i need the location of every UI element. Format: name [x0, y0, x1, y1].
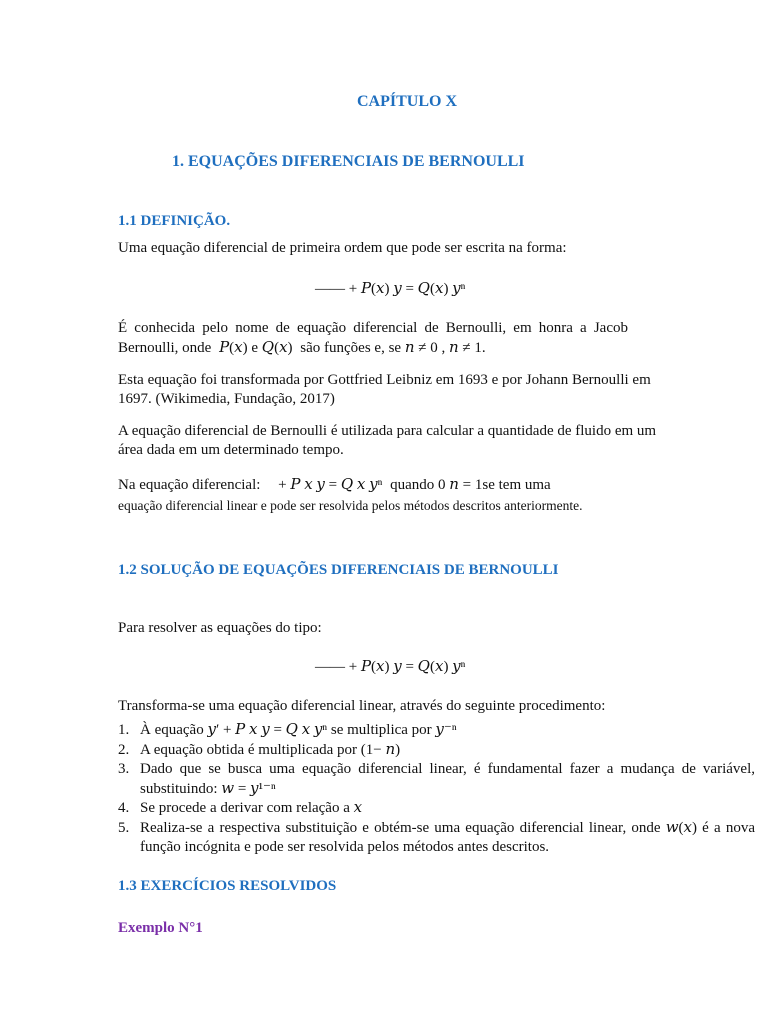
procedure-step	[118, 741, 755, 761]
step-text: A equação obtida é multiplicada por (1− 𝑛)	[140, 741, 401, 758]
linear-case-when: quando	[390, 477, 435, 493]
procedure-step	[118, 799, 755, 819]
usage-line1: A equação diferencial de Bernoulli é utilizada para calcular a quantidade de fluido em um	[118, 423, 657, 439]
procedure-steps	[118, 721, 755, 858]
linear-case-line2: equação diferencial linear e pode ser resolvida pelos métodos descritos anteriormente.	[118, 498, 583, 513]
step-number: 1.	[118, 722, 130, 738]
heading-exercises: 1.3 EXERCÍCIOS RESOLVIDOS	[118, 878, 337, 894]
step-number: 4.	[118, 800, 130, 816]
procedure-step	[118, 721, 755, 741]
step-text: Se procede a derivar com relação a 𝑥	[140, 800, 363, 816]
step-number: 3.	[118, 761, 130, 777]
linear-case-condition: 0 𝑛 = 1se tem uma	[438, 477, 551, 493]
step-text: Dado que se busca uma equação diferencial linear, é fundamental fazer a mudança de variável, substituindo: 𝑤 = 𝑦¹⁻ⁿ	[140, 761, 755, 797]
linear-case-label: Na equação diferencial:	[118, 477, 261, 493]
linear-case-line1	[118, 475, 551, 495]
procedure-step	[118, 819, 755, 858]
history-line1: Esta equação foi transformada por Gottfried Leibniz em 1693 e por Johann Bernoulli em	[118, 372, 651, 388]
chapter-title: CAPÍTULO X	[357, 93, 458, 110]
heading-solution: 1.2 SOLUÇÃO DE EQUAÇÕES DIFERENCIAIS DE BERNOULLI	[118, 562, 559, 578]
heading-definition: 1.1 DEFINIÇÃO.	[118, 213, 231, 229]
linear-case-equation: + 𝑃 𝑥 𝑦 = 𝑄 𝑥 𝑦ⁿ	[278, 477, 383, 493]
definition-paragraph-line2	[118, 338, 486, 358]
bernoulli-equation-repeat: —— + 𝑃(𝑥) 𝑦 = 𝑄(𝑥) 𝑦ⁿ	[315, 659, 466, 675]
transform-text: Transforma-se uma equação diferencial linear, através do seguinte procedimento:	[118, 698, 606, 714]
section-title: 1. EQUAÇÕES DIFERENCIAIS DE BERNOULLI	[172, 153, 525, 170]
step-number: 5.	[118, 819, 130, 836]
example-title: Exemplo N°1	[118, 920, 203, 936]
definition-intro: Uma equação diferencial de primeira ordem que pode ser escrita na forma:	[118, 240, 567, 256]
conditions-text: são funções e, se 𝑛 ≠ 0 , 𝑛 ≠ 1.	[300, 340, 486, 356]
step-text: Realiza-se a respectiva substituição e obtém-se uma equação diferencial linear, onde 𝑤(𝑥) é a nova função incógnita e pode ser resolvida pelos métodos antes descritos.	[140, 819, 755, 855]
history-line2: 1697. (Wikimedia, Fundação, 2017)	[118, 391, 335, 407]
step-number: 2.	[118, 741, 130, 758]
procedure-step	[118, 760, 755, 799]
functions-symbols: 𝑃(𝑥) e 𝑄(𝑥)	[219, 340, 293, 356]
step-text: À equação 𝑦′ + 𝑃 𝑥 𝑦 = 𝑄 𝑥 𝑦ⁿ se multiplica por 𝑦⁻ⁿ	[140, 722, 457, 738]
bernoulli-equation: —— + 𝑃(𝑥) 𝑦 = 𝑄(𝑥) 𝑦ⁿ	[315, 281, 466, 297]
usage-line2: área dada em um determinado tempo.	[118, 442, 344, 458]
definition-text: Bernoulli, onde	[118, 340, 212, 356]
solution-intro: Para resolver as equações do tipo:	[118, 620, 322, 636]
definition-paragraph-line1: É conhecida pelo nome de equação diferencial de Bernoulli, em honra a Jacob	[118, 320, 628, 336]
